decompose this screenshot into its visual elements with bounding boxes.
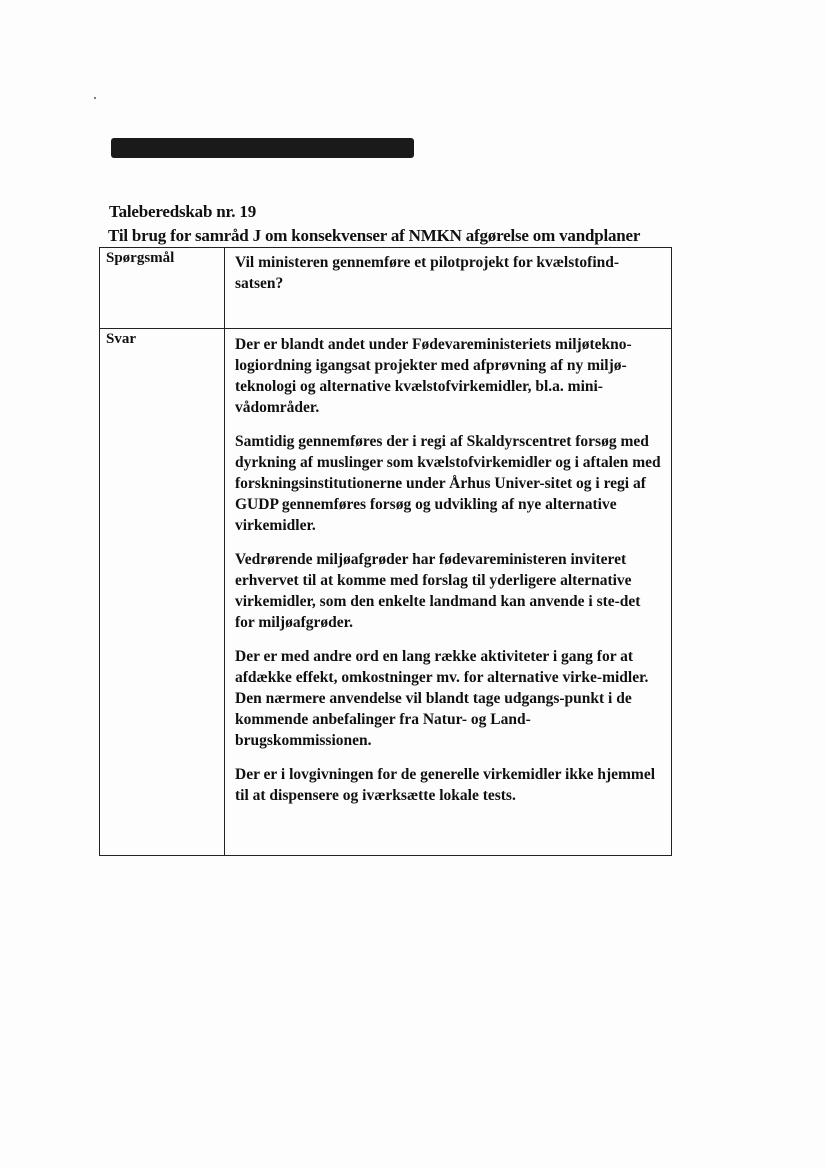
question-label: Spørgsmål [100, 248, 225, 329]
answer-paragraph: Der er i lovgivningen for de generelle virkemidler ikke hjemmel til at dispensere og iværksætte lokale tests. [235, 766, 656, 804]
answer-paragraph: Vedrørende miljøafgrøder har fødevareministeren inviteret erhvervet til at komme med forslag til yderligere alternative virkemidler, som den enkelte landmand kan anvende i ste-det for miljøafgrøder. [235, 551, 641, 631]
answer-paragraph: Der er blandt andet under Fødevareministeriets miljøtekno-logiordning igangsat projekter med afprøvning af ny miljø-teknologi og alternative kvælstofvirkemidler, bl.a. mini-vådområder. [235, 336, 632, 416]
document-subtitle: Til brug for samråd J om konsekvenser af NMKN afgørelse om vandplaner [108, 226, 641, 245]
question-cell [225, 248, 672, 329]
qa-table [99, 247, 672, 856]
scan-speck [94, 97, 96, 99]
answer-cell [225, 329, 672, 856]
answer-paragraph: Der er med andre ord en lang række aktiviteter i gang for at afdække effekt, omkostninger mv. for alternative virke-midler. Den nærmere anvendelse vil blandt tage udgangs-punkt i de kommende anbefalinger fra Natur- og Land-brugskommissionen. [235, 648, 649, 749]
answer-paragraph: Samtidig gennemføres der i regi af Skaldyrscentret forsøg med dyrkning af muslinger som kvælstofvirkemidler og i aftalen med forskningsinstitutionerne under Århus Univer-sitet og i regi af GUDP gennemføres forsøg og udvikling af nye alternative virkemidler. [235, 433, 661, 534]
answer-row [100, 329, 672, 856]
redaction-bar [111, 138, 414, 158]
question-text: Vil ministeren gennemføre et pilotprojekt for kvælstofind-satsen? [235, 254, 620, 292]
document-title: Taleberedskab nr. 19 [109, 202, 256, 221]
answer-label: Svar [100, 329, 225, 856]
question-row [100, 248, 672, 329]
